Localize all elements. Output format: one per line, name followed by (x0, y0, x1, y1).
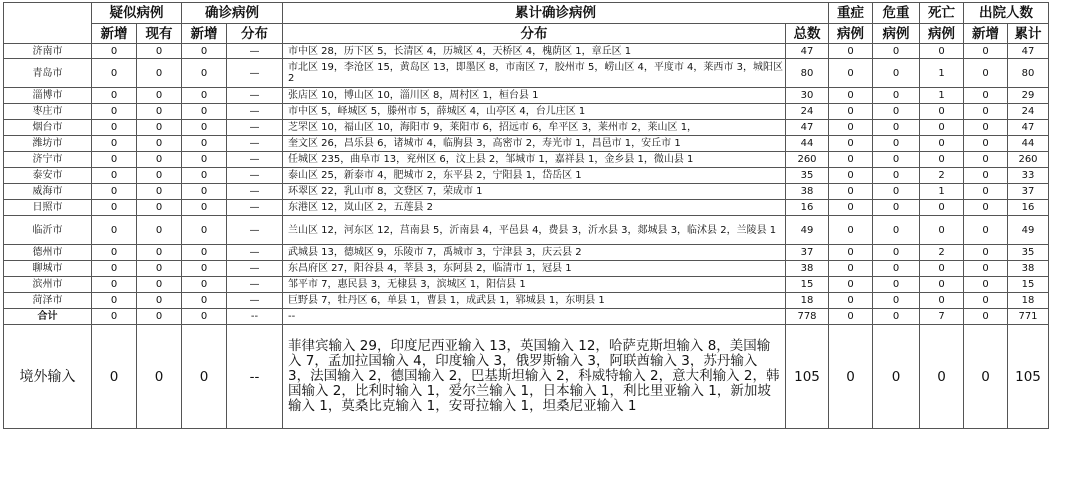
death-cases-cell: 1 (920, 59, 964, 88)
severe-cases-cell: 0 (829, 136, 873, 152)
death-cases-cell: 0 (920, 152, 964, 168)
suspected-existing-cell: 0 (137, 104, 182, 120)
confirmed-new-cell: 0 (182, 59, 227, 88)
death-cases-cell: 0 (920, 104, 964, 120)
city-name-cell: 聊城市 (4, 261, 92, 277)
table-row (4, 44, 1049, 59)
confirmed-new-cell: 0 (182, 88, 227, 104)
confirmed-new-cell: 0 (182, 293, 227, 309)
critical-cases-cell: 0 (873, 136, 920, 152)
discharged-new-cell: 0 (964, 200, 1008, 216)
confirmed-new-cell: 0 (182, 216, 227, 245)
discharged-cumulative-cell: 33 (1008, 168, 1049, 184)
suspected-existing-cell: 0 (137, 152, 182, 168)
suspected-new-cell: 0 (92, 59, 137, 88)
header-cumulative: 累计确诊病例 (283, 3, 829, 24)
confirmed-distribution-cell: — (227, 245, 283, 261)
cumulative-distribution-cell: 东昌府区 27，阳谷县 4，莘县 3，东阿县 2，临清市 1，冠县 1 (283, 261, 786, 277)
table-row (4, 184, 1049, 200)
confirmed-new-cell: 0 (182, 120, 227, 136)
confirmed-distribution-cell: -- (227, 325, 283, 429)
confirmed-new-cell: 0 (182, 261, 227, 277)
critical-cases-cell: 0 (873, 120, 920, 136)
cumulative-distribution-cell: 东港区 12，岚山区 2，五莲县 2 (283, 200, 786, 216)
cumulative-distribution-cell: 芝罘区 10，福山区 10，海阳市 9，莱阳市 6，招远市 6，牟平区 3，莱州市 2，莱山区 1， (283, 120, 786, 136)
city-name-cell: 淄博市 (4, 88, 92, 104)
table-row (4, 216, 1049, 245)
suspected-new-cell: 0 (92, 152, 137, 168)
cumulative-distribution-cell: 张店区 10，博山区 10，淄川区 8，周村区 1，桓台县 1 (283, 88, 786, 104)
header-cumulative-total: 总数 (786, 24, 829, 44)
discharged-cumulative-cell: 15 (1008, 277, 1049, 293)
confirmed-distribution-cell: — (227, 261, 283, 277)
severe-cases-cell: 0 (829, 277, 873, 293)
cumulative-total-cell: 15 (786, 277, 829, 293)
header-severe: 重症 (829, 3, 873, 24)
table-row (4, 152, 1049, 168)
city-name-cell: 济宁市 (4, 152, 92, 168)
confirmed-new-cell: 0 (182, 309, 227, 325)
covid-statistics-table (3, 2, 1049, 429)
severe-cases-cell: 0 (829, 216, 873, 245)
discharged-cumulative-cell: 35 (1008, 245, 1049, 261)
confirmed-distribution-cell: — (227, 44, 283, 59)
cumulative-total-cell: 18 (786, 293, 829, 309)
severe-cases-cell: 0 (829, 44, 873, 59)
cumulative-total-cell: 35 (786, 168, 829, 184)
death-cases-cell: 0 (920, 325, 964, 429)
confirmed-new-cell: 0 (182, 277, 227, 293)
city-name-cell: 青岛市 (4, 59, 92, 88)
city-name-cell: 烟台市 (4, 120, 92, 136)
suspected-existing-cell: 0 (137, 168, 182, 184)
severe-cases-cell: 0 (829, 261, 873, 277)
critical-cases-cell: 0 (873, 261, 920, 277)
suspected-new-cell: 0 (92, 216, 137, 245)
discharged-cumulative-cell: 37 (1008, 184, 1049, 200)
discharged-new-cell: 0 (964, 293, 1008, 309)
city-name-cell: 菏泽市 (4, 293, 92, 309)
table-body (4, 44, 1049, 429)
table-row (4, 136, 1049, 152)
severe-cases-cell: 0 (829, 59, 873, 88)
discharged-cumulative-cell: 47 (1008, 44, 1049, 59)
cumulative-total-cell: 44 (786, 136, 829, 152)
city-name-cell: 威海市 (4, 184, 92, 200)
confirmed-distribution-cell: — (227, 120, 283, 136)
cumulative-distribution-cell: 奎文区 26，昌乐县 6，诸城市 4，临朐县 3，高密市 2，寿光市 1，昌邑市 1，安丘市 1 (283, 136, 786, 152)
suspected-new-cell: 0 (92, 309, 137, 325)
table-row (4, 245, 1049, 261)
covid-statistics-table-container (3, 2, 1049, 429)
city-name-cell: 枣庄市 (4, 104, 92, 120)
critical-cases-cell: 0 (873, 216, 920, 245)
discharged-cumulative-cell: 80 (1008, 59, 1049, 88)
severe-cases-cell: 0 (829, 309, 873, 325)
critical-cases-cell: 0 (873, 309, 920, 325)
header-discharged: 出院人数 (964, 3, 1049, 24)
suspected-existing-cell: 0 (137, 261, 182, 277)
discharged-new-cell: 0 (964, 88, 1008, 104)
suspected-new-cell: 0 (92, 277, 137, 293)
discharged-new-cell: 0 (964, 136, 1008, 152)
cumulative-total-cell: 38 (786, 184, 829, 200)
cumulative-distribution-cell: 邹平市 7，惠民县 3，无棣县 3，滨城区 1，阳信县 1 (283, 277, 786, 293)
confirmed-new-cell: 0 (182, 152, 227, 168)
severe-cases-cell: 0 (829, 293, 873, 309)
header-row-2 (4, 24, 1049, 44)
table-row (4, 104, 1049, 120)
severe-cases-cell: 0 (829, 325, 873, 429)
critical-cases-cell: 0 (873, 88, 920, 104)
critical-cases-cell: 0 (873, 277, 920, 293)
discharged-new-cell: 0 (964, 59, 1008, 88)
confirmed-distribution-cell: — (227, 88, 283, 104)
confirmed-distribution-cell: — (227, 152, 283, 168)
death-cases-cell: 1 (920, 88, 964, 104)
suspected-new-cell: 0 (92, 136, 137, 152)
death-cases-cell: 0 (920, 277, 964, 293)
city-name-cell: 合计 (4, 309, 92, 325)
table-row (4, 59, 1049, 88)
critical-cases-cell: 0 (873, 152, 920, 168)
discharged-new-cell: 0 (964, 152, 1008, 168)
death-cases-cell: 0 (920, 136, 964, 152)
header-cumulative-distribution: 分布 (283, 24, 786, 44)
discharged-cumulative-cell: 44 (1008, 136, 1049, 152)
cumulative-total-cell: 80 (786, 59, 829, 88)
death-cases-cell: 1 (920, 184, 964, 200)
discharged-cumulative-cell: 38 (1008, 261, 1049, 277)
confirmed-new-cell: 0 (182, 168, 227, 184)
table-row (4, 88, 1049, 104)
header-discharged-cumulative: 累计 (1008, 24, 1049, 44)
confirmed-distribution-cell: — (227, 168, 283, 184)
cumulative-distribution-cell: -- (283, 309, 786, 325)
cumulative-distribution-cell: 巨野县 7，牡丹区 6，单县 1，曹县 1，成武县 1，郓城县 1，东明县 1 (283, 293, 786, 309)
severe-cases-cell: 0 (829, 184, 873, 200)
city-name-cell: 德州市 (4, 245, 92, 261)
discharged-cumulative-cell: 47 (1008, 120, 1049, 136)
discharged-new-cell: 0 (964, 120, 1008, 136)
death-cases-cell: 0 (920, 200, 964, 216)
city-name-cell: 潍坊市 (4, 136, 92, 152)
suspected-new-cell: 0 (92, 44, 137, 59)
discharged-cumulative-cell: 105 (1008, 325, 1049, 429)
critical-cases-cell: 0 (873, 59, 920, 88)
header-confirmed-distribution: 分布 (227, 24, 283, 44)
cumulative-total-cell: 37 (786, 245, 829, 261)
death-cases-cell: 0 (920, 120, 964, 136)
discharged-new-cell: 0 (964, 216, 1008, 245)
suspected-new-cell: 0 (92, 245, 137, 261)
suspected-new-cell: 0 (92, 120, 137, 136)
suspected-existing-cell: 0 (137, 184, 182, 200)
header-row-1 (4, 3, 1049, 24)
discharged-new-cell: 0 (964, 245, 1008, 261)
severe-cases-cell: 0 (829, 245, 873, 261)
severe-cases-cell: 0 (829, 104, 873, 120)
header-severe-cases: 病例 (829, 24, 873, 44)
cumulative-distribution-cell: 市中区 5，峄城区 5，滕州市 5，薛城区 4，山亭区 4，台儿庄区 1 (283, 104, 786, 120)
confirmed-new-cell: 0 (182, 104, 227, 120)
suspected-existing-cell: 0 (137, 136, 182, 152)
header-death-cases: 病例 (920, 24, 964, 44)
critical-cases-cell: 0 (873, 200, 920, 216)
cumulative-distribution-cell: 武城县 13，德城区 9，乐陵市 7，禹城市 3，宁津县 3，庆云县 2 (283, 245, 786, 261)
suspected-new-cell: 0 (92, 200, 137, 216)
confirmed-distribution-cell: — (227, 104, 283, 120)
header-blank (4, 3, 92, 44)
cumulative-distribution-cell: 兰山区 12，河东区 12，莒南县 5，沂南县 4，平邑县 4，费县 3，沂水县 3，郯城县 3，临沭县 2，兰陵县 1 (283, 216, 786, 245)
critical-cases-cell: 0 (873, 245, 920, 261)
header-confirmed-new: 新增 (182, 24, 227, 44)
cumulative-total-cell: 47 (786, 44, 829, 59)
suspected-existing-cell: 0 (137, 59, 182, 88)
severe-cases-cell: 0 (829, 200, 873, 216)
city-name-cell: 日照市 (4, 200, 92, 216)
critical-cases-cell: 0 (873, 325, 920, 429)
discharged-cumulative-cell: 29 (1008, 88, 1049, 104)
city-name-cell: 泰安市 (4, 168, 92, 184)
table-row (4, 200, 1049, 216)
suspected-existing-cell: 0 (137, 309, 182, 325)
cumulative-total-cell: 16 (786, 200, 829, 216)
suspected-new-cell: 0 (92, 184, 137, 200)
header-suspected-existing: 现有 (137, 24, 182, 44)
discharged-cumulative-cell: 260 (1008, 152, 1049, 168)
table-row (4, 168, 1049, 184)
severe-cases-cell: 0 (829, 120, 873, 136)
confirmed-distribution-cell: — (227, 59, 283, 88)
death-cases-cell: 2 (920, 168, 964, 184)
confirmed-new-cell: 0 (182, 245, 227, 261)
cumulative-distribution-cell: 市北区 19，李沧区 15，黄岛区 13，即墨区 8，市南区 7，胶州市 5，崂山区 4，平度市 4，莱西市 3，城阳区 2 (283, 59, 786, 88)
suspected-existing-cell: 0 (137, 88, 182, 104)
suspected-existing-cell: 0 (137, 200, 182, 216)
suspected-existing-cell: 0 (137, 120, 182, 136)
confirmed-distribution-cell: — (227, 216, 283, 245)
city-name-cell: 滨州市 (4, 277, 92, 293)
discharged-new-cell: 0 (964, 168, 1008, 184)
discharged-new-cell: 0 (964, 325, 1008, 429)
confirmed-new-cell: 0 (182, 200, 227, 216)
header-suspected-new: 新增 (92, 24, 137, 44)
table-row (4, 261, 1049, 277)
cumulative-total-cell: 105 (786, 325, 829, 429)
suspected-new-cell: 0 (92, 293, 137, 309)
discharged-cumulative-cell: 771 (1008, 309, 1049, 325)
suspected-existing-cell: 0 (137, 216, 182, 245)
cumulative-total-cell: 260 (786, 152, 829, 168)
header-discharged-new: 新增 (964, 24, 1008, 44)
cumulative-total-cell: 38 (786, 261, 829, 277)
header-confirmed: 确诊病例 (182, 3, 283, 24)
death-cases-cell: 2 (920, 245, 964, 261)
header-critical: 危重 (873, 3, 920, 24)
discharged-new-cell: 0 (964, 277, 1008, 293)
city-name-cell: 境外输入 (4, 325, 92, 429)
discharged-new-cell: 0 (964, 184, 1008, 200)
critical-cases-cell: 0 (873, 184, 920, 200)
suspected-new-cell: 0 (92, 325, 137, 429)
total-row (4, 309, 1049, 325)
critical-cases-cell: 0 (873, 293, 920, 309)
imported-cases-row (4, 325, 1049, 429)
suspected-new-cell: 0 (92, 88, 137, 104)
discharged-cumulative-cell: 24 (1008, 104, 1049, 120)
city-name-cell: 济南市 (4, 44, 92, 59)
header-critical-cases: 病例 (873, 24, 920, 44)
confirmed-new-cell: 0 (182, 136, 227, 152)
cumulative-distribution-cell: 泰山区 25，新泰市 4，肥城市 2，东平县 2，宁阳县 1，岱岳区 1 (283, 168, 786, 184)
cumulative-distribution-cell: 任城区 235，曲阜市 13，兖州区 6，汶上县 2，邹城市 1，嘉祥县 1，金乡县 1，微山县 1 (283, 152, 786, 168)
cumulative-total-cell: 24 (786, 104, 829, 120)
death-cases-cell: 7 (920, 309, 964, 325)
table-row (4, 120, 1049, 136)
critical-cases-cell: 0 (873, 104, 920, 120)
table-row (4, 277, 1049, 293)
critical-cases-cell: 0 (873, 168, 920, 184)
header-suspected: 疑似病例 (92, 3, 182, 24)
severe-cases-cell: 0 (829, 88, 873, 104)
critical-cases-cell: 0 (873, 44, 920, 59)
confirmed-new-cell: 0 (182, 184, 227, 200)
cumulative-total-cell: 30 (786, 88, 829, 104)
city-name-cell: 临沂市 (4, 216, 92, 245)
death-cases-cell: 0 (920, 293, 964, 309)
discharged-cumulative-cell: 49 (1008, 216, 1049, 245)
confirmed-new-cell: 0 (182, 44, 227, 59)
cumulative-distribution-cell: 菲律宾输入 29，印度尼西亚输入 13，英国输入 12，哈萨克斯坦输入 8，美国输入 7，孟加拉国输入 4，印度输入 3，俄罗斯输入 3，阿联酋输入 3，苏丹输入 3，法国输入 2，德国输入 2，巴基斯坦输入 2，科威特输入 2，意大利输入 2，韩国输入 2，比利时输入 1，爱尔兰输入 1，日本输入 1，利比里亚输入 1，新加坡输入 1，莫桑比克输入 1，安哥拉输入 1，坦桑尼亚输入 1 (283, 325, 786, 429)
discharged-cumulative-cell: 16 (1008, 200, 1049, 216)
confirmed-distribution-cell: — (227, 277, 283, 293)
suspected-existing-cell: 0 (137, 277, 182, 293)
death-cases-cell: 0 (920, 44, 964, 59)
confirmed-distribution-cell: — (227, 293, 283, 309)
suspected-existing-cell: 0 (137, 245, 182, 261)
header-death: 死亡 (920, 3, 964, 24)
discharged-new-cell: 0 (964, 104, 1008, 120)
cumulative-total-cell: 47 (786, 120, 829, 136)
confirmed-distribution-cell: — (227, 200, 283, 216)
discharged-new-cell: 0 (964, 309, 1008, 325)
confirmed-distribution-cell: -- (227, 309, 283, 325)
suspected-new-cell: 0 (92, 261, 137, 277)
suspected-existing-cell: 0 (137, 293, 182, 309)
cumulative-total-cell: 778 (786, 309, 829, 325)
discharged-new-cell: 0 (964, 261, 1008, 277)
death-cases-cell: 0 (920, 216, 964, 245)
cumulative-distribution-cell: 环翠区 22，乳山市 8，文登区 7，荣成市 1 (283, 184, 786, 200)
death-cases-cell: 0 (920, 261, 964, 277)
cumulative-distribution-cell: 市中区 28，历下区 5，长清区 4，历城区 4，天桥区 4，槐荫区 1，章丘区 1 (283, 44, 786, 59)
table-row (4, 293, 1049, 309)
suspected-new-cell: 0 (92, 168, 137, 184)
severe-cases-cell: 0 (829, 152, 873, 168)
confirmed-distribution-cell: — (227, 184, 283, 200)
suspected-existing-cell: 0 (137, 325, 182, 429)
cumulative-total-cell: 49 (786, 216, 829, 245)
confirmed-new-cell: 0 (182, 325, 227, 429)
confirmed-distribution-cell: — (227, 136, 283, 152)
discharged-new-cell: 0 (964, 44, 1008, 59)
suspected-existing-cell: 0 (137, 44, 182, 59)
severe-cases-cell: 0 (829, 168, 873, 184)
suspected-new-cell: 0 (92, 104, 137, 120)
discharged-cumulative-cell: 18 (1008, 293, 1049, 309)
